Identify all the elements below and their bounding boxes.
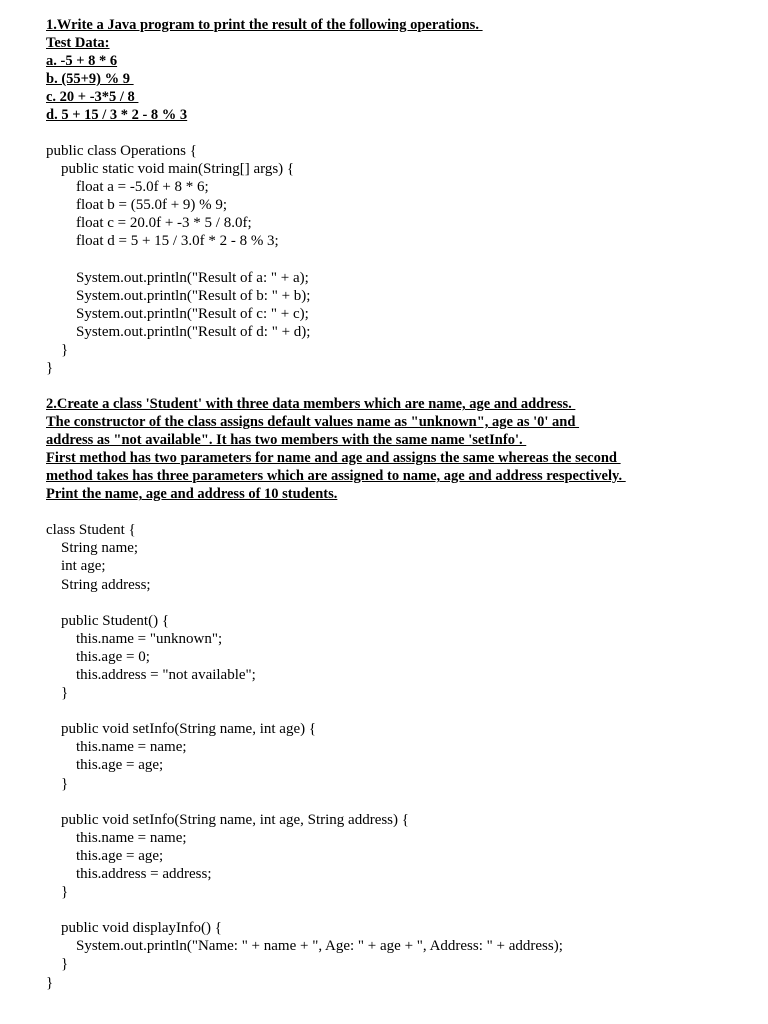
question-2-line: address as "not available". It has two members with the same name 'setInfo'.	[46, 432, 527, 449]
code-line: }	[46, 956, 69, 973]
code-line: float c = 20.0f + -3 * 5 / 8.0f;	[46, 215, 252, 232]
code-line: System.out.println("Result of d: " + d);	[46, 323, 311, 340]
code-line: public void setInfo(String name, int age) {	[46, 721, 317, 738]
code-line: }	[46, 775, 69, 792]
code-line: }	[46, 685, 69, 702]
code-line: public Student() {	[46, 612, 170, 629]
code-line	[46, 793, 746, 811]
code-line: }	[46, 974, 54, 991]
spacer	[46, 124, 746, 142]
question-2-title: 2.Create a class 'Student' with three data members which are name, age and address.	[46, 396, 576, 413]
question-2-line: The constructor of the class assigns default values name as "unknown", age as '0' and	[46, 414, 580, 431]
code-line: public class Operations {	[46, 143, 197, 159]
code-line: this.name = name;	[46, 829, 187, 846]
test-data-item-b: b. (55+9) % 9	[46, 71, 134, 87]
code-line	[46, 251, 746, 269]
question-1-title: 1.Write a Java program to print the result of the following operations.	[46, 17, 483, 33]
code-line: System.out.println("Name: " + name + ", Age: " + age + ", Address: " + address);	[46, 938, 563, 955]
code-line	[46, 702, 746, 720]
test-data-item-d: d. 5 + 15 / 3 * 2 - 8 % 3	[46, 107, 188, 123]
question-2-line: Print the name, age and address of 10 students.	[46, 486, 338, 503]
code-line: class Student {	[46, 522, 136, 539]
question-2-line: First method has two parameters for name and age and assigns the same whereas the second	[46, 450, 621, 467]
question-1-heading	[46, 16, 746, 124]
code-line: this.address = "not available";	[46, 666, 256, 683]
code-line: public void displayInfo() {	[46, 920, 222, 937]
code-line: int age;	[46, 558, 106, 575]
question-1-code	[46, 142, 746, 377]
code-line: }	[46, 884, 69, 901]
code-line: this.name = "unknown";	[46, 630, 223, 647]
code-line: float a = -5.0f + 8 * 6;	[46, 179, 209, 196]
code-line: this.age = 0;	[46, 648, 150, 665]
code-line: this.address = address;	[46, 866, 212, 882]
test-data-label: Test Data:	[46, 35, 110, 51]
code-line	[46, 901, 746, 919]
code-line	[46, 594, 746, 612]
spacer	[46, 503, 746, 521]
code-line: this.age = age;	[46, 847, 164, 864]
code-line: float d = 5 + 15 / 3.0f * 2 - 8 % 3;	[46, 233, 279, 250]
code-line: this.age = age;	[46, 757, 164, 774]
code-line: String address;	[46, 576, 151, 593]
code-line: float b = (55.0f + 9) % 9;	[46, 197, 228, 214]
test-data-item-c: c. 20 + -3*5 / 8	[46, 89, 139, 105]
test-data-item-a: a. -5 + 8 * 6	[46, 53, 118, 69]
code-line: System.out.println("Result of b: " + b);	[46, 287, 311, 304]
spacer	[46, 377, 746, 395]
code-line: System.out.println("Result of a: " + a);	[46, 269, 309, 286]
code-line: public static void main(String[] args) {	[46, 161, 295, 178]
code-line: String name;	[46, 540, 139, 557]
document-content	[46, 16, 746, 992]
code-line: }	[46, 342, 69, 359]
code-line: }	[46, 360, 54, 377]
code-line: this.name = name;	[46, 739, 187, 756]
question-2-line: method takes has three parameters which are assigned to name, age and address respectively.	[46, 468, 626, 485]
question-2-code	[46, 521, 746, 991]
code-line: System.out.println("Result of c: " + c);	[46, 305, 309, 322]
question-2-heading	[46, 395, 746, 503]
code-line: public void setInfo(String name, int age, String address) {	[46, 811, 409, 828]
